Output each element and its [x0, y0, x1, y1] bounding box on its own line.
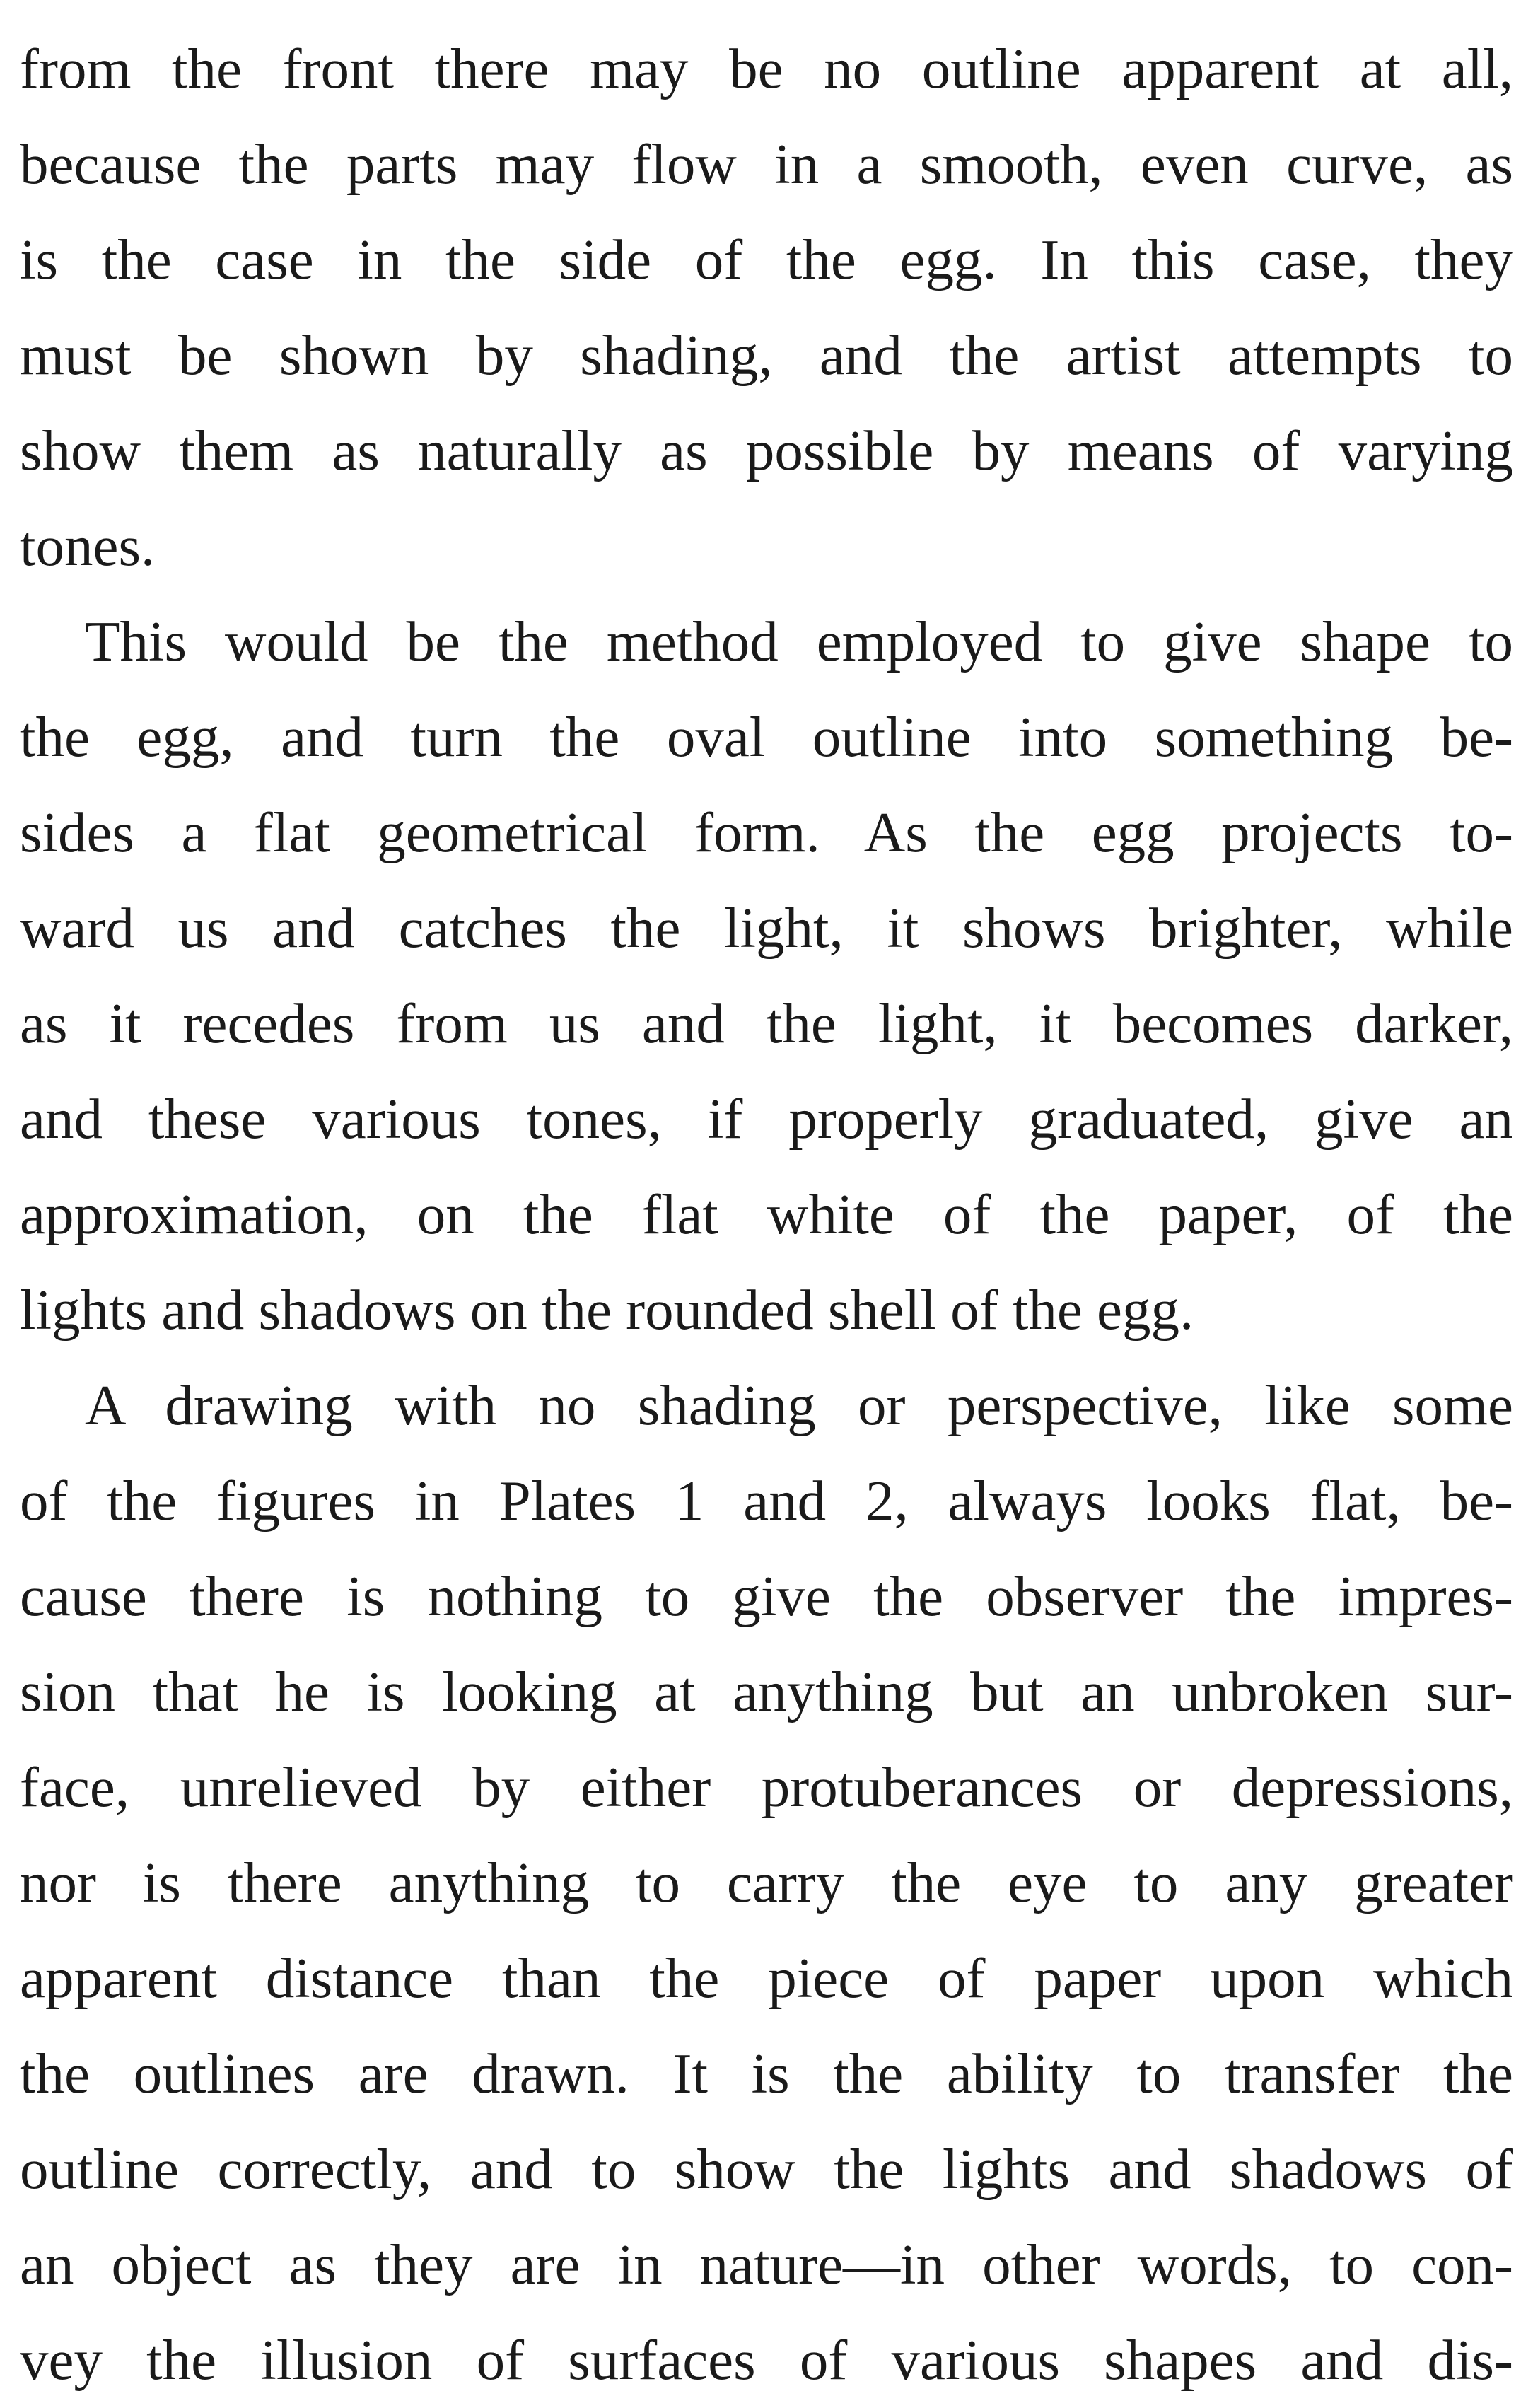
text-line: tones. [20, 514, 156, 578]
text-line: face, unrelieved by either protuberances or depressions, [20, 1755, 1513, 1819]
text-line: lights and shadows on the rounded shell of the egg. [20, 1278, 1194, 1342]
text-line: approximation, on the flat white of the paper, of the [20, 1182, 1513, 1246]
text-line: because the parts may flow in a smooth, even curve, as [20, 132, 1513, 196]
text-line: and these various tones, if properly graduated, give an [20, 1087, 1513, 1151]
text-line: nor is there anything to carry the eye to any greater [20, 1851, 1513, 1914]
text-line: from the front there may be no outline apparent at all, [20, 37, 1513, 100]
text-line: is the case in the side of the egg. In this case, they [20, 228, 1513, 291]
text-line: the outlines are drawn. It is the ability to transfer the [20, 2042, 1513, 2105]
paragraph-2 [20, 594, 1513, 1358]
text-line: cause there is nothing to give the observer the impres- [20, 1564, 1513, 1628]
paragraph-3 [20, 1358, 1513, 2408]
text-line: A drawing with no shading or perspective, like some [85, 1373, 1513, 1437]
text-line: apparent distance than the piece of paper upon which [20, 1946, 1513, 2010]
text-line: ward us and catches the light, it shows brighter, while [20, 896, 1513, 960]
text-line: as it recedes from us and the light, it becomes darker, [20, 991, 1513, 1055]
text-line: an object as they are in nature—in other words, to con- [20, 2233, 1513, 2296]
text-line: of the figures in Plates 1 and 2, always looks flat, be- [20, 1469, 1513, 1532]
text-line: This would be the method employed to give shape to [85, 610, 1513, 673]
text-line: sides a flat geometrical form. As the egg projects to- [20, 801, 1513, 864]
text-line: outline correctly, and to show the lights and shadows of [20, 2137, 1513, 2201]
text-line: show them as naturally as possible by means of varying [20, 419, 1513, 482]
text-line: sion that he is looking at anything but an unbroken sur- [20, 1660, 1513, 1723]
text-line: the egg, and turn the oval outline into something be- [20, 705, 1513, 769]
text-line: must be shown by shading, and the artist attempts to [20, 323, 1513, 387]
text-line: vey the illusion of surfaces of various shapes and dis- [20, 2328, 1513, 2392]
paragraph-1 [20, 21, 1513, 594]
